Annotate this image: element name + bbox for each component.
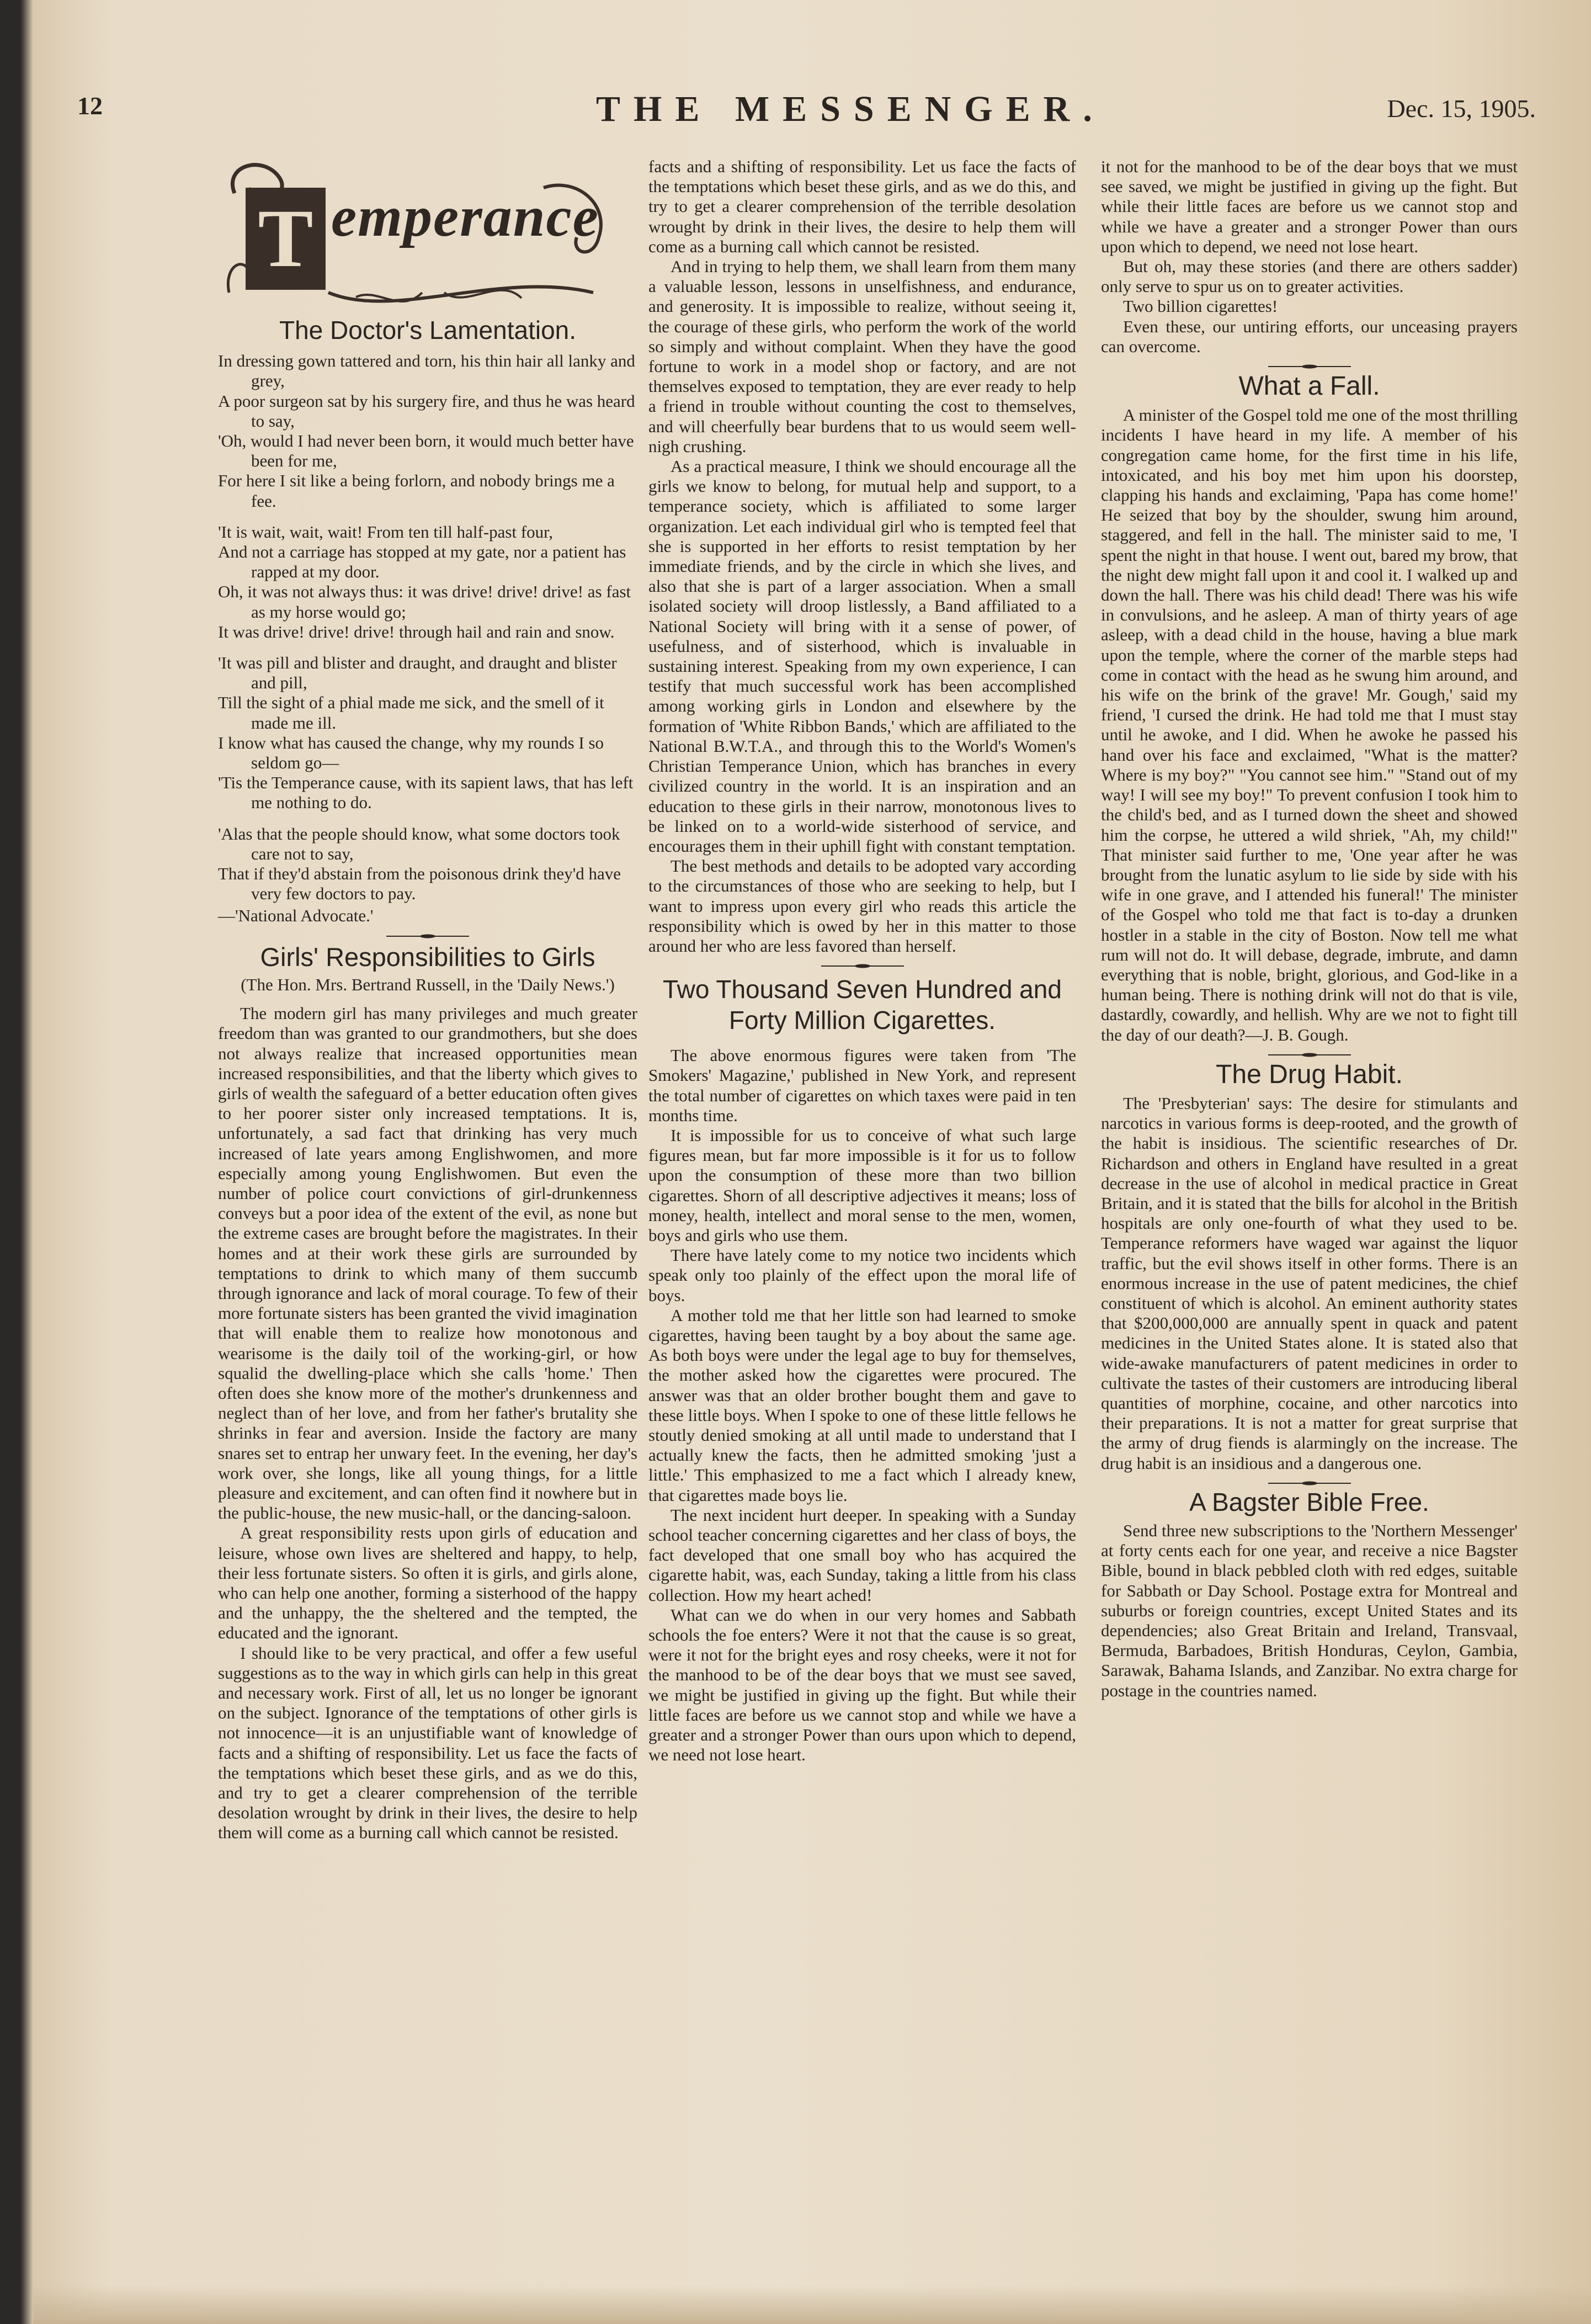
cigarettes-paragraph: What can we do when in our very homes and Sabbath schools the foe enters? Were it not that the cause is so great, were it not for the bright eyes and rosy cheeks, were it not for the manhood to be of the dear boys that we must see saved, we might be justified in giving up the fight. But while their little faces are before us we cannot stop and while we have a greater and a stronger Power than ours upon which to depend, we need not lose heart. xyxy=(648,1605,1076,1765)
fall-paragraph: A minister of the Gospel told me one of the most thrilling incidents I have heard in my life. A member of his congregation came home, for the first time in his life, intoxicated, and his boy met him upon his doorstep, clapping his hands and exclaiming, 'Papa has come home!' He seized that boy by the shoulder, swung him around, staggered, and fell in the hall. The minister said to me, 'I spent the night in that house. I went out, bared my brow, that the night dew might fall upon it and cool it. I walked up and down the hall. There was his child dead! There was his wife in convulsions, and he asleep. A man of thirty years of age asleep, with a dead child in the house, having a blue mark upon the temple, where the corner of the marble steps had come in contact with the head as he swung him around, and his wife on the brink of the grave! Mr. Gough,' said my friend, 'I cursed the drink. He had told me that I must stay until he awoke, and I did. When he awoke he passed his hand over his face and exclaimed, "What is the matter? Where is my boy?" "You cannot see him." "Stand out of my way! I will see my boy!" To prevent confusion I took him to the child's bed, and as I turned down the sheet and showed him the corpse, he uttered a wild shriek, "Ah, my child!" That minister said further to me, 'One year after he was brought from the lunatic asylum to lie side by side with his wife in one grave, and I attended his funeral!' The minister of the Gospel who told me that fact is to-day a drunken hostler in a stable in the city of Boston. Now tell me what rum will not do. It will debase, degrade, imbrute, and damn everything that is noble, bright, glorious, and God-like in a human being. There is nothing drink will not do that is vile, dastardly, cowardly, and hellish. Why are we not to fight till the day of our death?—J. B. Gough. xyxy=(1101,405,1518,1044)
column-3 xyxy=(1101,157,1518,1701)
poem-line: I know what has caused the change, why my rounds I so seldom go— xyxy=(218,733,604,773)
cigarettes-paragraph: But oh, may these stories (and there are others sadder) only serve to spur us on to greater activities. xyxy=(1101,257,1518,296)
cigarettes-paragraph: Even these, our untiring efforts, our unceasing prayers can overcome. xyxy=(1101,316,1518,356)
cigarettes-paragraph-continued: it not for the manhood to be of the dear boys that we must see saved, we might be justified in giving up the fight. But while their little faces are before us we cannot stop and while we have a greater and a stronger Power than ours upon which to depend, we need not lose heart. xyxy=(1101,157,1518,256)
bible-offer-paragraph: Send three new subscriptions to the 'Northern Messenger' at forty cents each for one year, and receive a nice Bagster Bible, bound in black pebbled cloth with red edges, suitable for Sabbath or Day School. Postage extra for Montreal and suburbs or foreign countries, except United States and its dependencies; also Great Britain and Ireland, Transvaal, Bermuda, Barbadoes, British Honduras, Ceylon, Gambia, Sarawak, Bahama Islands, and Zanzibar. No extra charge for postage in the countries named. xyxy=(1101,1521,1518,1700)
section-divider xyxy=(386,934,469,938)
poem-line: 'Tis the Temperance cause, with its sapient laws, that has left me nothing to do. xyxy=(218,773,634,813)
binding-shadow xyxy=(0,0,21,2324)
drug-habit-title: The Drug Habit. xyxy=(1216,1059,1403,1089)
bagster-bible-title: A Bagster Bible Free. xyxy=(1189,1487,1429,1516)
section-divider xyxy=(821,964,904,968)
temperance-section-heading xyxy=(212,155,621,320)
poem-line: In dressing gown tattered and torn, his thin hair all lanky and grey, xyxy=(218,351,635,391)
section-divider xyxy=(1268,1053,1351,1057)
cigarettes-paragraph: It is impossible for us to conceive of what such large figures mean, but far more impossible is it for us to follow upon the consumption of these more than two billion cigarettes. Shorn of all descriptive adjectives it means; loss of money, health, intellect and moral sense to the men, women, boys and girls who use them. xyxy=(648,1125,1076,1245)
section-divider xyxy=(1268,364,1351,369)
poem-stanza xyxy=(218,351,637,511)
cigarettes-paragraph: A mother told me that her little son had learned to smoke cigarettes, having been taught by a boy about the same age. As both boys were under the legal age to buy for themselves, the mother asked how the cigarettes were procured. The answer was that an older brother bought them and gave to these little boys. When I spoke to one of these little fellows he stoutly denied smoking at all until made to understand that I actually knew the facts, then he admitted smoking 'just a little.' This emphasized to me a fact which I already knew, that cigarettes made boys lie. xyxy=(648,1305,1076,1505)
cigarettes-article-title: Two Thousand Seven Hundred and Forty Million Cigarettes. xyxy=(663,975,1062,1035)
poem-line: 'It is wait, wait, wait! From ten till half-past four, xyxy=(218,522,553,542)
doctor-lamentation-title: The Doctor's Lamentation. xyxy=(279,316,577,344)
girls-paragraph: A great responsibility rests upon girls of education and leisure, whose own lives are sheltered and happy, to help, their less fortunate sisters. So often it is girls, and girls alone, who can help one another, forming a sisterhood of the happy and the unhappy, the the sheltered and the tempted, the educated and the ignorant. xyxy=(218,1523,637,1643)
column-1 xyxy=(218,155,637,1843)
cigarettes-paragraph: Two billion cigarettes! xyxy=(1123,296,1278,316)
section-title-script: emperance xyxy=(331,185,599,248)
girls-paragraph-continued: facts and a shifting of responsibility. Let us face the facts of the temptations which beset these girls, and as we do this, and try to get a clearer comprehension of the terrible desolation wrought by drink in their lives, the desire to help them will come as a burning call which cannot be resisted. xyxy=(648,157,1076,256)
girls-paragraph: The modern girl has many privileges and much greater freedom than was granted to our grandmothers, but she does not always realize that increased opportunities mean increased responsibilities, and that the liberty which gives to girls of wealth the safeguard of a better education often gives to her poorer sister only increased temptations. It is, unfortunately, a sad fact that drinking has very much increased of late years among Englishwomen, and more especially among young Englishwomen. But even the number of police court convictions of girl-drunkenness conveys but a poor idea of the extent of the evil, as none but the extreme cases are brought before the magistrates. In their homes and at their work these girls are surrounded by temptations to drink to which many of them succumb through ignorance and lack of moral courage. To few of their more fortunate sisters has been granted the vivid imagination that will enable them to realize how monotonous and wearisome is the daily toil of the working-girl, or how squalid the dwelling-place which she calls 'home.' Then often does she know more of the mother's drunkenness and neglect than of her love, and from her father's brutality she shrinks in fear and aversion. Inside the factory are many snares set to entrap her unwary feet. In the evening, her day's work over, she longs, like all young things, for a little pleasure and excitement, and can often find it nowhere but in the public-house, the new music-hall, or the dancing-saloon. xyxy=(218,1004,637,1523)
poem-stanza xyxy=(218,522,637,642)
girls-article-title: Girls' Responsibilities to Girls xyxy=(260,942,595,972)
poem-line: It was drive! drive! drive! through hail and rain and snow. xyxy=(218,622,615,641)
cigarettes-paragraph: The above enormous figures were taken from 'The Smokers' Magazine,' published in New York, and represent the total number of cigarettes on which taxes were paid in ten months time. xyxy=(648,1046,1076,1125)
poem-line: For here I sit like a being forlorn, and nobody brings me a fee. xyxy=(218,471,615,511)
cigarettes-paragraph: The next incident hurt deeper. In speaking with a Sunday school teacher concerning cigarettes and her class of boys, the fact developed that one small boy who has acquired the cigarette habit, was, each Sunday, taking a little from his class collection. How my heart ached! xyxy=(648,1505,1076,1605)
poem-line: Till the sight of a phial made me sick, and the smell of it made me ill. xyxy=(218,693,604,733)
page-bottom-shade xyxy=(33,2285,1591,2324)
doctor-poem xyxy=(218,351,637,926)
paper-name: THE MESSENGER. xyxy=(596,89,1105,129)
poem-line: Oh, it was not always thus: it was drive! drive! drive! as fast as my horse would go; xyxy=(218,582,631,622)
poem-attribution: —'National Advocate.' xyxy=(218,906,374,926)
poem-line: And not a carriage has stopped at my gate, nor a patient has rapped at my door. xyxy=(218,542,626,582)
girls-paragraph: The best methods and details to be adopted vary according to the circumstances of those who are seeking to help, but I want to impress upon every girl who reads this article the responsibility which is owed by her in this matter to those around her who are less favored than herself. xyxy=(648,856,1076,956)
girls-byline: (The Hon. Mrs. Bertrand Russell, in the 'Daily News.') xyxy=(241,974,615,994)
girls-paragraph: As a practical measure, I think we should encourage all the girls we know to belong, for mutual help and support, to a temperance society, which is affiliated to some larger organization. Let each individual girl who is tempted feel that she is supported in her efforts to resist temptation by her immediate friends, and by the circle in which she lives, and also that she is part of a larger association. When a small isolated society will droop listlessly, a Band affiliated to a National Society will bring with it a sense of power, of usefulness, and of sisterhood, which is invaluable in sustaining interest. Speaking from my own experience, I can testify that much successful work has been accomplished among working girls in London and elsewhere by the formation of 'White Ribbon Bands,' which are affiliated to the National B.W.T.A., and through this to the World's Women's Christian Temperance Union, which has branches in every civilized country in the world. It is an inspiration and an education to these girls in their narrow, monotonous lives to be linked on to a world-wide sisterhood of service, and encourages them in their uphill fight with constant temptation. xyxy=(648,457,1076,856)
poem-line: That if they'd abstain from the poisonous drink they'd have very few doctors to pay. xyxy=(218,864,621,904)
cigarettes-paragraph: There have lately come to my notice two incidents which speak only too plainly of the effect upon the moral life of boys. xyxy=(648,1245,1076,1305)
girls-paragraph: I should like to be very practical, and offer a few useful suggestions as to the way in which girls can help in this great and necessary work. First of all, let us no longer be ignorant on the subject. Ignorance of the temptations of other girls is not innocence—it is an unjustifiable want of knowledge of facts and a shifting of responsibility. Let us face the facts of the temptations which beset these girls, and as we do this, and try to get a clearer comprehension of the terrible desolation wrought by drink in their lives, the desire to help them will come as a burning call which cannot be resisted. xyxy=(218,1643,637,1843)
page-number: 12 xyxy=(77,92,103,120)
poem-line: 'It was pill and blister and draught, and draught and blister and pill, xyxy=(218,653,617,693)
poem-line: A poor surgeon sat by his surgery fire, and thus he was heard to say, xyxy=(218,391,635,431)
poem-line: 'Oh, would I had never been born, it would much better have been for me, xyxy=(218,431,634,471)
drug-paragraph: The 'Presbyterian' says: The desire for stimulants and narcotics in various forms is deep-rooted, and the growth of the habit is insidious. The scientific researches of Dr. Richardson and others in England have resulted in a great decrease in the use of alcohol in medical practice in Great Britain, and it is stated that the bills for alcohol in the British hospitals are only one-fourth of what they used to be. Temperance reformers have waged war against the liquor traffic, but the evil shows itself in other forms. There is an enormous increase in the use of patent medicines, the chief constituent of which is alcohol. An eminent authority states that $200,000,000 are annually spent in quack and patent medicines in the United States alone. It is stated also that wide-awake manufacturers of patent medicines in order to cultivate the tastes of their customers are introducing liberal quantities of morphine, cocaine, and other narcotics into their preparations. It is not a matter for great surprise that the army of drug fiends is alarmingly on the increase. The drug habit is an insidious and a dangerous one. xyxy=(1101,1093,1518,1473)
issue-date: Dec. 15, 1905. xyxy=(1387,94,1536,123)
drop-initial: T xyxy=(246,188,326,290)
poem-stanza xyxy=(218,653,637,813)
what-a-fall-title: What a Fall. xyxy=(1238,372,1380,401)
column-2 xyxy=(648,157,1076,1765)
poem-line: 'Alas that the people should know, what some doctors took care not to say, xyxy=(218,824,620,863)
section-divider xyxy=(1268,1481,1351,1485)
girls-paragraph: And in trying to help them, we shall learn from them many a valuable lesson, lessons in unselfishness, and endurance, and generosity. It is impossible to realize, without seeing it, the courage of these girls, who perform the work of the world so simply and without complaint. When they have the good fortune to work in a model shop or factory, and are not themselves exposed to temptation, they are ever ready to help a friend in trouble without counting the cost to themselves, and will cheerfully bear burdens that to us would seem well-nigh crushing. xyxy=(648,257,1076,456)
poem-stanza xyxy=(218,824,637,904)
